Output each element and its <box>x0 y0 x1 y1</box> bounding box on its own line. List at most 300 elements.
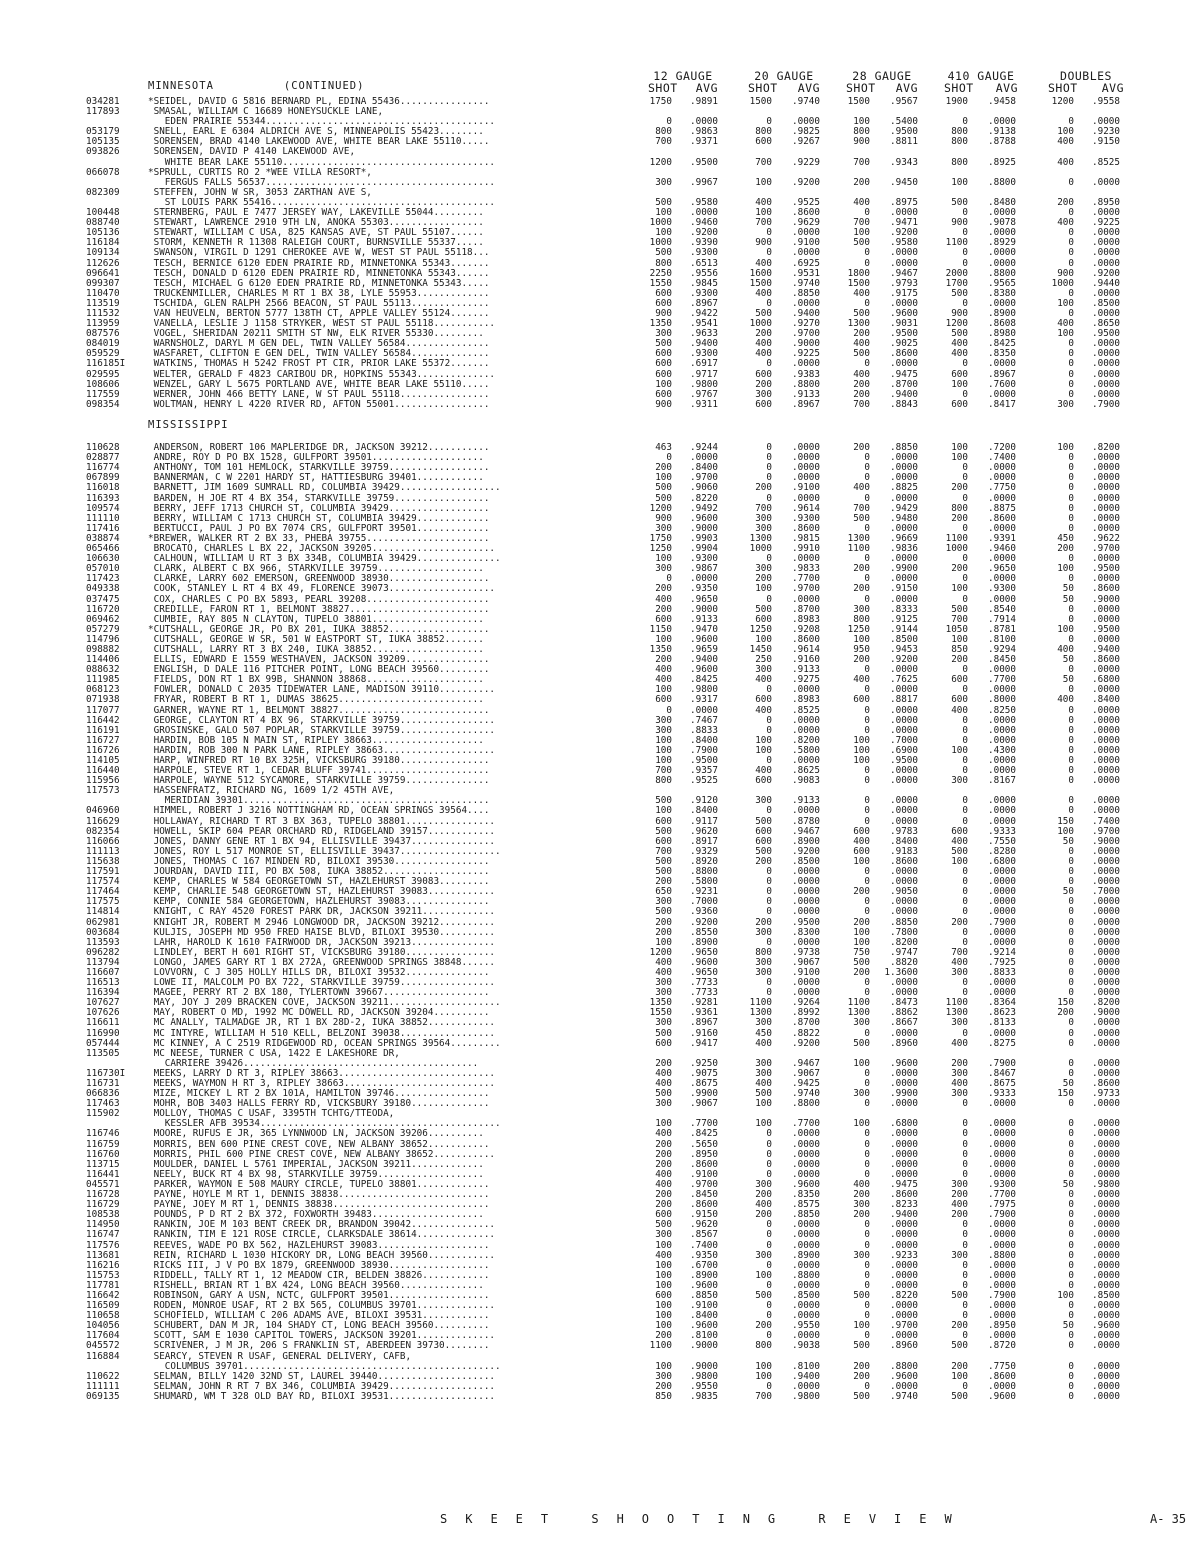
average-a20: .9100 <box>792 237 820 249</box>
shot-count-sdb: 400 <box>1057 136 1074 148</box>
average-a41: .0000 <box>988 896 1016 908</box>
average-a28: .9200 <box>890 227 918 239</box>
shot-count-s20: 300 <box>755 522 772 534</box>
average-a20: .9614 <box>792 502 820 514</box>
shot-count-s41: 0 <box>962 1279 968 1291</box>
average-a20: .9133 <box>792 795 820 807</box>
average-adb: .8600 <box>1092 654 1120 666</box>
shooter-name-address: *BREWER, WALKER RT 2 BX 33, PHEBA 39755...................... <box>148 533 490 544</box>
shot-count-s41: 100 <box>951 452 968 464</box>
average-adb: .0000 <box>1092 358 1120 370</box>
shooter-id: 116611 <box>86 1017 120 1029</box>
average-a28: .9183 <box>890 845 918 857</box>
shot-count-s20: 200 <box>755 482 772 494</box>
average-a12: .9800 <box>690 684 718 696</box>
table-row <box>0 1160 1200 1170</box>
shot-count-s41: 100 <box>951 378 968 390</box>
average-a41: .7700 <box>988 1189 1016 1201</box>
shot-count-sdb: 0 <box>1068 916 1074 928</box>
shooter-id: 057444 <box>86 1037 120 1049</box>
shooter-name-address: TSCHIDA, GLEN RALPH 2566 BEACON, ST PAUL 55113.............. <box>148 298 490 309</box>
shooter-id: 114796 <box>86 633 120 645</box>
shooter-id: 111110 <box>86 512 120 524</box>
shooter-name-address: NEELY, BUCK RT 4 BX 98, STARKVILLE 39759................... <box>148 1169 484 1180</box>
shot-count-s28: 0 <box>864 472 870 484</box>
shooter-id: 104056 <box>86 1320 120 1332</box>
average-a41: .7900 <box>988 1057 1016 1069</box>
average-adb: .0000 <box>1092 936 1120 948</box>
average-a41: .9300 <box>988 583 1016 595</box>
shot-count-sdb: 0 <box>1068 1057 1074 1069</box>
average-a28: .0000 <box>890 593 918 605</box>
shot-count-s41: 0 <box>962 388 968 400</box>
shooter-name-address: KESSLER AFB 39534........................................... <box>148 1119 501 1130</box>
table-row <box>0 289 1200 299</box>
shooter-id: 116066 <box>86 835 120 847</box>
average-a20: .9133 <box>792 388 820 400</box>
table-row <box>0 370 1200 380</box>
average-a20: .9425 <box>792 1078 820 1089</box>
average-adb: .0000 <box>1092 368 1120 380</box>
shooter-id: 115753 <box>86 1269 120 1281</box>
average-a20: .9525 <box>792 196 820 208</box>
average-a41: .8280 <box>988 845 1016 857</box>
shot-count-s28: 0 <box>864 1027 870 1039</box>
table-row <box>0 968 1200 978</box>
average-adb: .9500 <box>1092 563 1120 575</box>
average-a12: .9300 <box>690 287 718 299</box>
table-row <box>0 259 1200 269</box>
shot-count-sdb: 0 <box>1068 1168 1074 1180</box>
average-a20: .0000 <box>792 553 820 565</box>
average-a41: .9650 <box>988 563 1016 575</box>
shot-count-s28: 0 <box>864 1098 870 1110</box>
table-row <box>0 248 1200 258</box>
average-adb: .0000 <box>1092 1118 1120 1130</box>
average-adb: .0000 <box>1092 795 1120 807</box>
shot-count-s12: 400 <box>655 956 672 968</box>
shooter-id: 116726 <box>86 744 120 756</box>
shot-count-s20: 700 <box>755 1390 772 1402</box>
average-a41: .9214 <box>988 946 1016 958</box>
average-adb: .8200 <box>1092 442 1120 454</box>
shooter-name-address: KEMP, CONNIE 584 GEORGETOWN, HAZLEHURST 39083............... <box>148 897 490 908</box>
shot-count-sdb: 50 <box>1062 1178 1074 1190</box>
shot-count-s20: 600 <box>755 368 772 380</box>
average-a12: .8400 <box>690 805 718 817</box>
shot-count-s41: 700 <box>951 613 968 625</box>
shot-count-s12: 300 <box>655 563 672 575</box>
average-a41: .8900 <box>988 307 1016 319</box>
table-row <box>0 1109 1200 1119</box>
average-a28: .0000 <box>890 1300 918 1312</box>
shot-count-sdb: 0 <box>1068 1269 1074 1281</box>
average-a20: .9815 <box>792 532 820 544</box>
average-a28: .8200 <box>890 936 918 948</box>
average-adb: .0000 <box>1092 1229 1120 1241</box>
average-adb: .0000 <box>1092 946 1120 958</box>
shot-count-s41: 900 <box>951 307 968 319</box>
average-adb: .8400 <box>1092 694 1120 706</box>
table-row <box>0 299 1200 309</box>
shot-count-s28: 100 <box>853 1320 870 1332</box>
average-a28: .8960 <box>890 1340 918 1352</box>
shot-count-s12: 100 <box>655 1239 672 1251</box>
shot-count-s12: 300 <box>655 714 672 726</box>
shot-count-s12: 300 <box>655 328 672 340</box>
average-a12: .8920 <box>690 855 718 867</box>
shooter-name-address: LOWE II, MALCOLM PO BX 722, STARKVILLE 39759................. <box>148 978 496 989</box>
shooter-name-address: MORRIS, BEN 600 PINE CREST COVE, NEW ALBANY 38652........... <box>148 1139 490 1150</box>
average-a41: .9078 <box>988 217 1016 229</box>
shooter-id: 082354 <box>86 825 120 837</box>
shooter-id: 116393 <box>86 492 120 504</box>
average-a41: .8100 <box>988 633 1016 645</box>
shot-count-sdb: 400 <box>1057 217 1074 229</box>
gauge-header-410: 410 GAUGE SHOT AVG <box>944 69 1018 95</box>
average-adb: .0000 <box>1092 207 1120 219</box>
shooter-id: 117574 <box>86 876 120 888</box>
average-a28: .8473 <box>890 997 918 1009</box>
average-a12: .8600 <box>690 1158 718 1170</box>
shot-count-s41: 0 <box>962 664 968 676</box>
shot-count-s41: 0 <box>962 906 968 918</box>
average-a20: .8983 <box>792 613 820 625</box>
shot-count-s41: 600 <box>951 674 968 686</box>
shot-count-s20: 200 <box>755 1320 772 1332</box>
table-row <box>0 473 1200 483</box>
average-a12: .0000 <box>690 704 718 716</box>
table-row <box>0 319 1200 329</box>
average-a20: .0000 <box>792 227 820 239</box>
shot-count-s41: 500 <box>951 328 968 340</box>
shot-count-s41: 0 <box>962 987 968 999</box>
shooter-id: 117464 <box>86 886 120 898</box>
average-a28: .9500 <box>890 328 918 340</box>
shot-count-s20: 300 <box>755 795 772 807</box>
shot-count-s41: 0 <box>962 207 968 219</box>
table-row <box>0 716 1200 726</box>
table-row <box>0 218 1200 228</box>
average-a41: .0000 <box>988 1229 1016 1241</box>
shot-count-s41: 100 <box>951 1370 968 1382</box>
shooter-id: 113794 <box>86 956 120 968</box>
shooter-id: 110628 <box>86 442 120 454</box>
average-a28: .9740 <box>890 1390 918 1402</box>
shot-count-s20: 600 <box>755 398 772 410</box>
average-a41: .9391 <box>988 532 1016 544</box>
shot-count-s20: 300 <box>755 388 772 400</box>
average-a20: .0000 <box>792 1148 820 1160</box>
average-a20: .6925 <box>792 257 820 269</box>
shooter-name-address: WELTER, GERALD F 4823 CARIBOU DR, HOPKINS 55343.............. <box>148 369 496 380</box>
average-a20: .9208 <box>792 623 820 635</box>
shot-count-s12: 100 <box>655 553 672 565</box>
table-row <box>0 1362 1200 1372</box>
average-adb: .0000 <box>1092 287 1120 299</box>
shot-count-sdb: 200 <box>1057 1007 1074 1019</box>
average-a28: .0000 <box>890 724 918 736</box>
shot-count-s41: 0 <box>962 462 968 474</box>
shooter-name-address: MC KINNEY, A C 2519 RIDGEWOOD RD, OCEAN SPRINGS 39564......... <box>148 1038 501 1049</box>
average-a28: .9747 <box>890 946 918 958</box>
shot-count-s12: 600 <box>655 358 672 370</box>
average-a20: .0000 <box>792 1219 820 1231</box>
shot-count-s12: 400 <box>655 1128 672 1140</box>
shooter-id: 113715 <box>86 1158 120 1170</box>
shot-count-s28: 200 <box>853 1360 870 1372</box>
average-a28: .0000 <box>890 1138 918 1150</box>
shot-count-s41: 2000 <box>945 267 968 279</box>
average-a20: .0000 <box>792 714 820 726</box>
shooter-name-address: CREDILLE, FARON RT 1, BELMONT 38827......................... <box>148 604 490 615</box>
shot-count-s41: 0 <box>962 866 968 878</box>
shot-count-s20: 0 <box>766 886 772 898</box>
shot-count-s41: 0 <box>962 755 968 766</box>
average-adb: .0000 <box>1092 765 1120 777</box>
shooter-id: 111113 <box>86 845 120 857</box>
average-a41: .0000 <box>988 684 1016 696</box>
shot-count-s28: 100 <box>853 734 870 746</box>
average-a12: .8850 <box>690 1289 718 1301</box>
average-a41: .0000 <box>988 1380 1016 1392</box>
shot-count-s20: 0 <box>766 116 772 128</box>
shooter-name-address: MERIDIAN 39301............................................ <box>148 796 490 807</box>
table-row <box>0 168 1200 178</box>
shooter-id: 110470 <box>86 287 120 299</box>
shot-count-s28: 400 <box>853 482 870 494</box>
shot-count-s41: 900 <box>951 217 968 229</box>
table-row <box>0 635 1200 645</box>
average-a12: .8100 <box>690 1330 718 1342</box>
shot-count-sdb: 100 <box>1057 297 1074 309</box>
shot-count-s20: 0 <box>766 1330 772 1342</box>
table-row <box>0 1291 1200 1301</box>
average-a28: .8800 <box>890 1360 918 1372</box>
average-a20: .7700 <box>792 573 820 585</box>
shot-count-s28: 0 <box>864 1219 870 1231</box>
shot-count-s20: 200 <box>755 378 772 390</box>
average-a41: .0000 <box>988 1259 1016 1271</box>
shot-count-s12: 1150 <box>649 623 672 635</box>
shot-count-sdb: 400 <box>1057 318 1074 330</box>
shot-count-s28: 200 <box>853 176 870 188</box>
average-adb: .0000 <box>1092 1239 1120 1251</box>
shot-count-s28: 0 <box>864 775 870 787</box>
shot-count-sdb: 50 <box>1062 1078 1074 1089</box>
publication-footer: SKEET SHOOTING REVIEW <box>440 1512 970 1526</box>
average-a28: .0000 <box>890 896 918 908</box>
shot-count-s20: 700 <box>755 217 772 229</box>
shot-count-s28: 200 <box>853 966 870 978</box>
average-a41: .0000 <box>988 1310 1016 1322</box>
shot-count-s12: 300 <box>655 176 672 188</box>
average-a12: .9492 <box>690 502 718 514</box>
shooter-id: 116642 <box>86 1289 120 1301</box>
average-adb: .9400 <box>1092 643 1120 655</box>
shot-count-s41: 100 <box>951 442 968 454</box>
shooter-name-address: WHITE BEAR LAKE 55110...................................... <box>148 157 496 168</box>
table-row <box>0 726 1200 736</box>
average-a28: .8233 <box>890 1199 918 1211</box>
shot-count-sdb: 0 <box>1068 866 1074 878</box>
shot-count-s28: 0 <box>864 906 870 918</box>
shooter-name-address: MC INTYRE, WILLIAM H 510 KELL, BELZONI 39038................. <box>148 1028 496 1039</box>
shot-count-s12: 200 <box>655 462 672 474</box>
average-a12: .9500 <box>690 156 718 168</box>
shot-count-s28: 400 <box>853 1178 870 1190</box>
shot-count-s12: 1350 <box>649 318 672 330</box>
shooter-name-address: SWANSON, VIRGIL D 1291 CHEROKEE AVE W, WEST ST PAUL 55118... <box>148 248 490 259</box>
table-row <box>0 837 1200 847</box>
shot-count-s41: 1000 <box>945 543 968 555</box>
average-a20: .9400 <box>792 1370 820 1382</box>
shot-count-sdb: 150 <box>1057 815 1074 827</box>
shot-count-s12: 200 <box>655 603 672 615</box>
average-a12: .8917 <box>690 835 718 847</box>
average-a41: .0000 <box>988 1239 1016 1251</box>
average-a28: .0000 <box>890 906 918 918</box>
average-a41: .0000 <box>988 1138 1016 1150</box>
shot-count-s20: 0 <box>766 1168 772 1180</box>
average-a12: .9117 <box>690 815 718 827</box>
shooter-name-address: MC NEESE, TURNER C USA, 1422 E LAKESHORE DR, <box>148 1048 400 1059</box>
average-a12: .9600 <box>690 1279 718 1291</box>
shot-count-sdb: 0 <box>1068 1249 1074 1261</box>
shot-count-s12: 200 <box>655 1199 672 1211</box>
average-a12: .8675 <box>690 1078 718 1089</box>
average-adb: .9500 <box>1092 623 1120 635</box>
average-adb: .0000 <box>1092 1027 1120 1039</box>
shot-count-s20: 200 <box>755 328 772 340</box>
shooter-id: 082309 <box>86 186 120 198</box>
average-a20: .8800 <box>792 378 820 390</box>
shot-count-sdb: 0 <box>1068 482 1074 494</box>
shot-count-s12: 500 <box>655 825 672 837</box>
average-a20: .0000 <box>792 906 820 918</box>
shooter-name-address: PARKER, WAYMON E 508 MAURY CIRCLE, TUPELO 38801............. <box>148 1179 490 1190</box>
average-a12: .9357 <box>690 765 718 777</box>
table-row <box>0 483 1200 493</box>
average-a41: .8925 <box>988 156 1016 168</box>
shot-count-s28: 0 <box>864 1148 870 1160</box>
table-row <box>0 178 1200 188</box>
average-a28: .7000 <box>890 734 918 746</box>
average-a41: .0000 <box>988 207 1016 219</box>
shooter-name-address: SMASAL, WILLIAM C 16689 HONEYSUCKLE LANE, <box>148 107 384 118</box>
average-adb: .0000 <box>1092 482 1120 494</box>
shot-count-sdb: 0 <box>1068 744 1074 756</box>
table-row <box>0 198 1200 208</box>
shot-count-s20: 0 <box>766 297 772 309</box>
average-a41: .7900 <box>988 1289 1016 1301</box>
average-adb: .0000 <box>1092 926 1120 938</box>
shot-count-s20: 400 <box>755 196 772 208</box>
shot-count-sdb: 100 <box>1057 328 1074 340</box>
average-a20: .8967 <box>792 398 820 410</box>
average-a41: .7400 <box>988 452 1016 464</box>
shooter-id: 117559 <box>86 388 120 400</box>
average-a12: .9600 <box>690 664 718 676</box>
shot-count-s20: 0 <box>766 462 772 474</box>
shot-count-s20: 0 <box>766 936 772 948</box>
shot-count-s12: 400 <box>655 1067 672 1079</box>
average-a28: .9453 <box>890 643 918 655</box>
average-a41: .0000 <box>988 977 1016 989</box>
shooter-name-address: ROBINSON, GARY A USN, NCTC, GULFPORT 39501.................. <box>148 1290 490 1301</box>
shot-count-s12: 500 <box>655 338 672 350</box>
average-adb: .0000 <box>1092 1390 1120 1402</box>
average-a20: .9083 <box>792 775 820 787</box>
shooter-id: 117077 <box>86 704 120 716</box>
table-row <box>0 1392 1200 1402</box>
average-a41: .8000 <box>988 694 1016 706</box>
shooter-name-address: POUNDS, P D RT 2 BX 372, FOXWORTH 39483.................... <box>148 1210 484 1221</box>
average-a28: .0000 <box>890 795 918 807</box>
average-a12: .9700 <box>690 1178 718 1190</box>
shot-count-s20: 200 <box>755 1209 772 1221</box>
average-adb: .0000 <box>1092 956 1120 968</box>
table-row <box>0 564 1200 574</box>
table-row <box>0 107 1200 117</box>
shooter-name-address: BERTUCCI, PAUL J PO BX 7074 CRS, GULFPORT 39501............. <box>148 523 490 534</box>
average-adb: .0000 <box>1092 1098 1120 1110</box>
shooter-id: 116440 <box>86 765 120 777</box>
average-a28: .9343 <box>890 156 918 168</box>
average-adb: .8525 <box>1092 156 1120 168</box>
shooter-id: 117893 <box>86 106 120 118</box>
average-a41: .8929 <box>988 237 1016 249</box>
shooter-id: 069135 <box>86 1390 120 1402</box>
average-a28: .0000 <box>890 866 918 878</box>
shot-count-s28: 0 <box>864 1380 870 1392</box>
shot-count-sdb: 0 <box>1068 1259 1074 1271</box>
average-a12: .9620 <box>690 825 718 837</box>
shot-count-s20: 900 <box>755 237 772 249</box>
shot-count-s20: 400 <box>755 287 772 299</box>
average-a12: .9904 <box>690 543 718 555</box>
shot-count-s12: 200 <box>655 1057 672 1069</box>
average-a28: .9567 <box>890 96 918 107</box>
shooter-id: 062981 <box>86 916 120 928</box>
shot-count-s28: 0 <box>864 1279 870 1291</box>
shot-count-s20: 0 <box>766 472 772 484</box>
average-a28: .0000 <box>890 714 918 726</box>
shooter-name-address: SEARCY, STEVEN R USAF, GENERAL DELIVERY, CAFB, <box>148 1351 412 1362</box>
shot-count-s41: 0 <box>962 472 968 484</box>
shooter-name-address: MAY, JOY J 209 BRACKEN COVE, JACKSON 39211.................... <box>148 998 501 1009</box>
shot-count-s41: 100 <box>951 583 968 595</box>
average-a41: .8380 <box>988 287 1016 299</box>
shooter-name-address: HARDIN, ROB 300 N PARK LANE, RIPLEY 38663.................... <box>148 745 496 756</box>
average-a12: .9390 <box>690 237 718 249</box>
average-a12: .8950 <box>690 1148 718 1160</box>
shot-count-s12: 600 <box>655 1209 672 1221</box>
average-adb: .0000 <box>1092 553 1120 565</box>
shot-count-s20: 0 <box>766 247 772 259</box>
shot-count-s28: 1300 <box>847 318 870 330</box>
shot-count-s20: 800 <box>755 1340 772 1352</box>
average-a28: .9600 <box>890 307 918 319</box>
table-row <box>0 228 1200 238</box>
average-a28: .8975 <box>890 196 918 208</box>
shot-count-sdb: 0 <box>1068 116 1074 128</box>
shot-count-s20: 0 <box>766 1128 772 1140</box>
shot-count-s28: 700 <box>853 156 870 168</box>
shooter-name-address: CARRIERE 39426.......................................... <box>148 1058 479 1069</box>
shot-count-s41: 0 <box>962 1118 968 1130</box>
shot-count-s41: 0 <box>962 1380 968 1392</box>
